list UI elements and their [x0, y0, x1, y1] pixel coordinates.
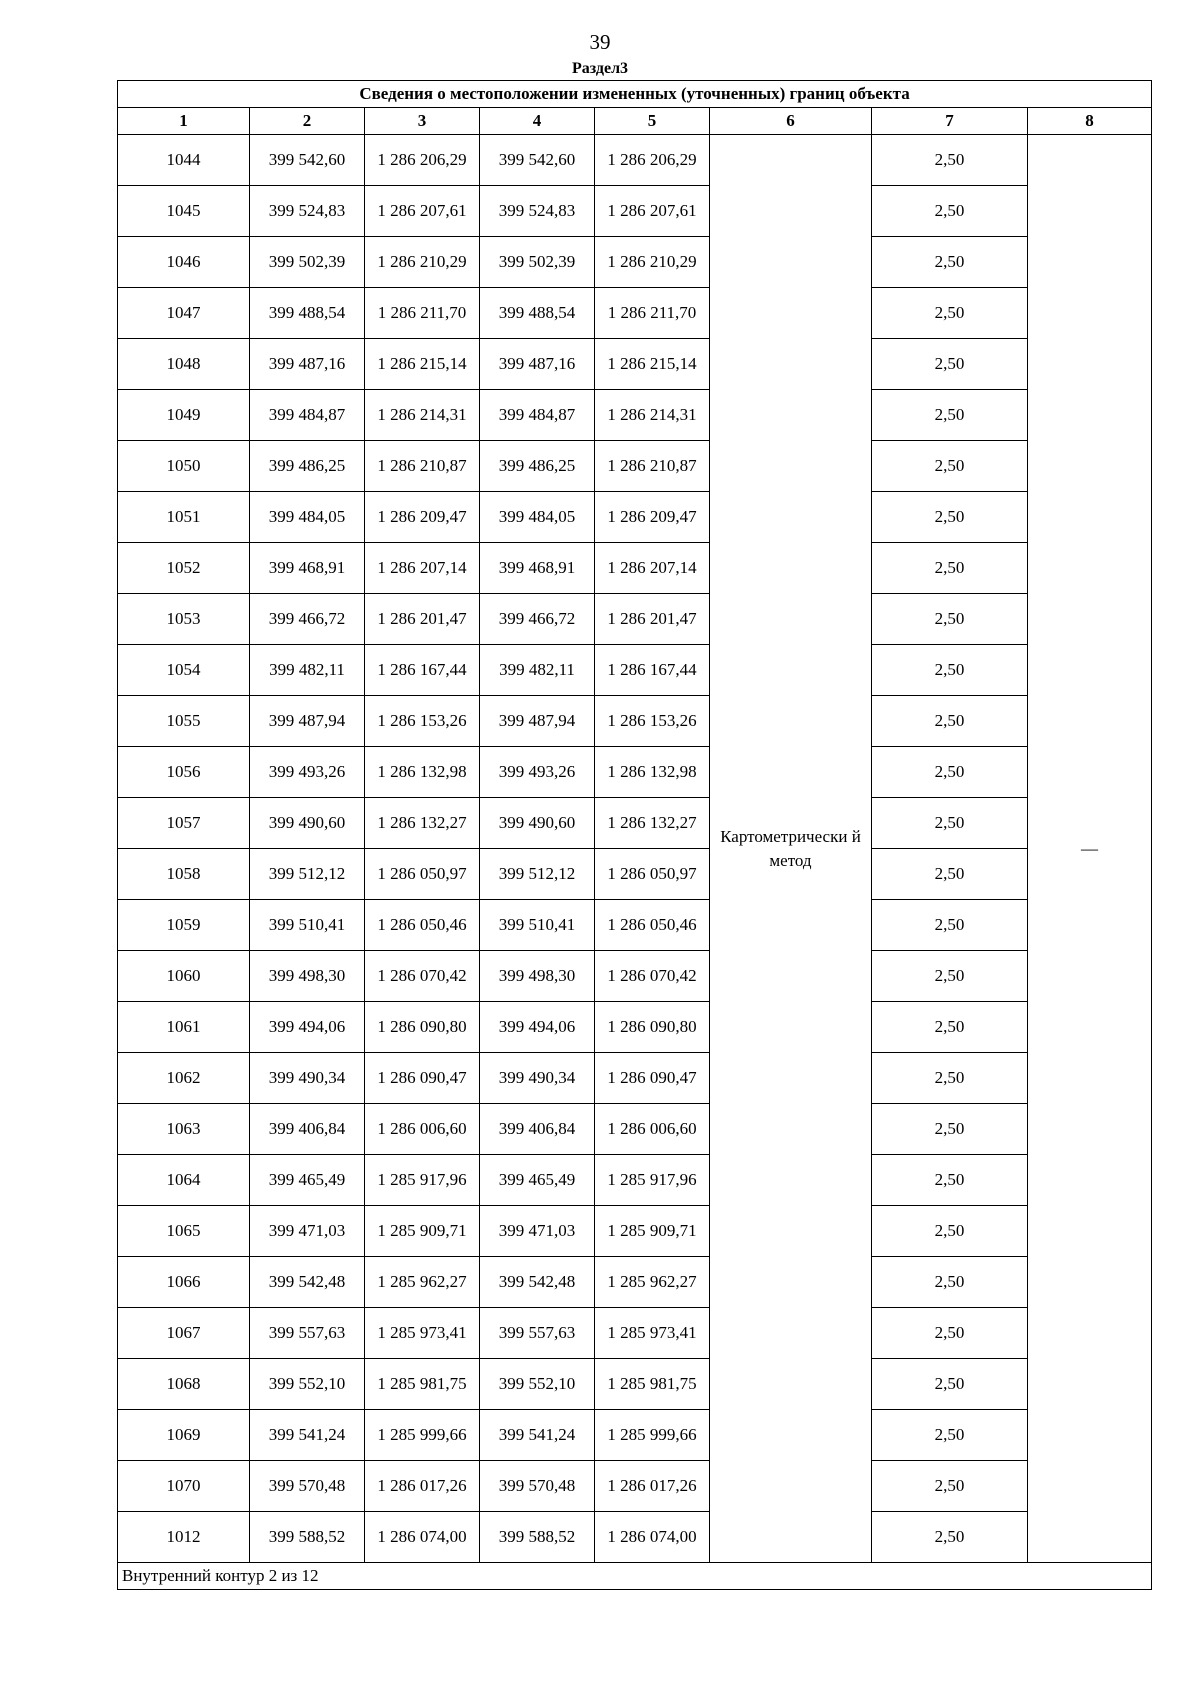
y-old-cell: 1 285 962,27 — [365, 1257, 480, 1308]
x-old-cell: 399 510,41 — [250, 900, 365, 951]
table-row — [118, 1257, 1152, 1308]
table-row — [118, 1410, 1152, 1461]
page-number: 39 — [589, 30, 611, 54]
column-number-row — [118, 108, 1152, 135]
y-old-cell: 1 286 206,29 — [365, 135, 480, 186]
x-new-cell: 399 542,60 — [480, 135, 595, 186]
y-new-cell: 1 286 214,31 — [595, 390, 710, 441]
y-new-cell: 1 286 132,27 — [595, 798, 710, 849]
x-new-cell: 399 570,48 — [480, 1461, 595, 1512]
table-row — [118, 1002, 1152, 1053]
table-row — [118, 1512, 1152, 1563]
x-old-cell: 399 542,60 — [250, 135, 365, 186]
table-row — [118, 1308, 1152, 1359]
x-old-cell: 399 524,83 — [250, 186, 365, 237]
y-old-cell: 1 286 006,60 — [365, 1104, 480, 1155]
x-old-cell: 399 588,52 — [250, 1512, 365, 1563]
accuracy-cell: 2,50 — [872, 1257, 1028, 1308]
y-old-cell: 1 286 090,80 — [365, 1002, 480, 1053]
y-old-cell: 1 286 210,87 — [365, 441, 480, 492]
table-row — [118, 900, 1152, 951]
table-row — [118, 951, 1152, 1002]
table-row — [118, 390, 1152, 441]
x-old-cell: 399 490,34 — [250, 1053, 365, 1104]
column-number: 1 — [118, 108, 250, 135]
x-old-cell: 399 502,39 — [250, 237, 365, 288]
y-old-cell: 1 286 090,47 — [365, 1053, 480, 1104]
table-row — [118, 543, 1152, 594]
y-new-cell: 1 285 962,27 — [595, 1257, 710, 1308]
point-number-cell: 1066 — [118, 1257, 250, 1308]
table-row — [118, 237, 1152, 288]
x-new-cell: 399 498,30 — [480, 951, 595, 1002]
x-old-cell: 399 465,49 — [250, 1155, 365, 1206]
point-number-cell: 1049 — [118, 390, 250, 441]
table-row — [118, 696, 1152, 747]
column8-dash-cell: — — [1028, 135, 1152, 1563]
x-new-cell: 399 406,84 — [480, 1104, 595, 1155]
x-new-cell: 399 471,03 — [480, 1206, 595, 1257]
x-new-cell: 399 524,83 — [480, 186, 595, 237]
x-old-cell: 399 512,12 — [250, 849, 365, 900]
y-new-cell: 1 286 210,29 — [595, 237, 710, 288]
x-old-cell: 399 557,63 — [250, 1308, 365, 1359]
x-old-cell: 399 494,06 — [250, 1002, 365, 1053]
x-new-cell: 399 490,60 — [480, 798, 595, 849]
accuracy-cell: 2,50 — [872, 1002, 1028, 1053]
point-number-cell: 1046 — [118, 237, 250, 288]
point-number-cell: 1057 — [118, 798, 250, 849]
x-new-cell: 399 512,12 — [480, 849, 595, 900]
x-old-cell: 399 542,48 — [250, 1257, 365, 1308]
y-old-cell: 1 286 210,29 — [365, 237, 480, 288]
x-old-cell: 399 488,54 — [250, 288, 365, 339]
y-new-cell: 1 286 017,26 — [595, 1461, 710, 1512]
accuracy-cell: 2,50 — [872, 1359, 1028, 1410]
accuracy-cell: 2,50 — [872, 135, 1028, 186]
y-old-cell: 1 286 017,26 — [365, 1461, 480, 1512]
x-new-cell: 399 465,49 — [480, 1155, 595, 1206]
accuracy-cell: 2,50 — [872, 1206, 1028, 1257]
x-old-cell: 399 468,91 — [250, 543, 365, 594]
point-number-cell: 1053 — [118, 594, 250, 645]
x-new-cell: 399 490,34 — [480, 1053, 595, 1104]
accuracy-cell: 2,50 — [872, 696, 1028, 747]
accuracy-cell: 2,50 — [872, 798, 1028, 849]
y-new-cell: 1 286 209,47 — [595, 492, 710, 543]
accuracy-cell: 2,50 — [872, 900, 1028, 951]
point-number-cell: 1069 — [118, 1410, 250, 1461]
y-old-cell: 1 286 207,61 — [365, 186, 480, 237]
y-new-cell: 1 285 909,71 — [595, 1206, 710, 1257]
point-number-cell: 1058 — [118, 849, 250, 900]
y-old-cell: 1 286 214,31 — [365, 390, 480, 441]
column-number: 7 — [872, 108, 1028, 135]
x-old-cell: 399 486,25 — [250, 441, 365, 492]
x-new-cell: 399 486,25 — [480, 441, 595, 492]
x-old-cell: 399 552,10 — [250, 1359, 365, 1410]
x-new-cell: 399 557,63 — [480, 1308, 595, 1359]
accuracy-cell: 2,50 — [872, 288, 1028, 339]
accuracy-cell: 2,50 — [872, 543, 1028, 594]
point-number-cell: 1055 — [118, 696, 250, 747]
table-row — [118, 1053, 1152, 1104]
y-new-cell: 1 286 210,87 — [595, 441, 710, 492]
table-row — [118, 747, 1152, 798]
y-new-cell: 1 285 981,75 — [595, 1359, 710, 1410]
x-old-cell: 399 498,30 — [250, 951, 365, 1002]
y-old-cell: 1 286 201,47 — [365, 594, 480, 645]
x-new-cell: 399 468,91 — [480, 543, 595, 594]
point-number-cell: 1050 — [118, 441, 250, 492]
table-row — [118, 645, 1152, 696]
accuracy-cell: 2,50 — [872, 390, 1028, 441]
y-new-cell: 1 286 201,47 — [595, 594, 710, 645]
accuracy-cell: 2,50 — [872, 186, 1028, 237]
y-old-cell: 1 286 215,14 — [365, 339, 480, 390]
method-cell: Картометрически й метод — [710, 135, 872, 1563]
x-old-cell: 399 487,16 — [250, 339, 365, 390]
x-new-cell: 399 552,10 — [480, 1359, 595, 1410]
point-number-cell: 1056 — [118, 747, 250, 798]
point-number-cell: 1065 — [118, 1206, 250, 1257]
x-old-cell: 399 484,87 — [250, 390, 365, 441]
accuracy-cell: 2,50 — [872, 645, 1028, 696]
table-row — [118, 1155, 1152, 1206]
x-new-cell: 399 487,16 — [480, 339, 595, 390]
y-old-cell: 1 286 050,46 — [365, 900, 480, 951]
point-number-cell: 1061 — [118, 1002, 250, 1053]
accuracy-cell: 2,50 — [872, 1308, 1028, 1359]
y-old-cell: 1 285 999,66 — [365, 1410, 480, 1461]
y-old-cell: 1 285 981,75 — [365, 1359, 480, 1410]
point-number-cell: 1068 — [118, 1359, 250, 1410]
point-number-cell: 1067 — [118, 1308, 250, 1359]
table-row — [118, 1104, 1152, 1155]
table-row — [118, 441, 1152, 492]
table-row — [118, 339, 1152, 390]
y-old-cell: 1 286 070,42 — [365, 951, 480, 1002]
y-old-cell: 1 286 207,14 — [365, 543, 480, 594]
point-number-cell: 1012 — [118, 1512, 250, 1563]
accuracy-cell: 2,50 — [872, 1155, 1028, 1206]
y-old-cell: 1 285 917,96 — [365, 1155, 480, 1206]
x-old-cell: 399 406,84 — [250, 1104, 365, 1155]
y-new-cell: 1 286 215,14 — [595, 339, 710, 390]
table-row — [118, 1461, 1152, 1512]
table-row — [118, 798, 1152, 849]
y-new-cell: 1 285 999,66 — [595, 1410, 710, 1461]
y-new-cell: 1 286 090,80 — [595, 1002, 710, 1053]
x-old-cell: 399 490,60 — [250, 798, 365, 849]
x-new-cell: 399 488,54 — [480, 288, 595, 339]
y-old-cell: 1 286 050,97 — [365, 849, 480, 900]
y-new-cell: 1 286 211,70 — [595, 288, 710, 339]
y-new-cell: 1 286 006,60 — [595, 1104, 710, 1155]
accuracy-cell: 2,50 — [872, 594, 1028, 645]
point-number-cell: 1060 — [118, 951, 250, 1002]
y-new-cell: 1 285 973,41 — [595, 1308, 710, 1359]
x-old-cell: 399 471,03 — [250, 1206, 365, 1257]
y-new-cell: 1 286 074,00 — [595, 1512, 710, 1563]
x-new-cell: 399 482,11 — [480, 645, 595, 696]
point-number-cell: 1052 — [118, 543, 250, 594]
column-number: 4 — [480, 108, 595, 135]
point-number-cell: 1047 — [118, 288, 250, 339]
x-new-cell: 399 484,05 — [480, 492, 595, 543]
x-new-cell: 399 487,94 — [480, 696, 595, 747]
x-old-cell: 399 484,05 — [250, 492, 365, 543]
y-old-cell: 1 286 153,26 — [365, 696, 480, 747]
y-new-cell: 1 285 917,96 — [595, 1155, 710, 1206]
column-number: 6 — [710, 108, 872, 135]
x-new-cell: 399 494,06 — [480, 1002, 595, 1053]
x-old-cell: 399 482,11 — [250, 645, 365, 696]
column-number: 3 — [365, 108, 480, 135]
boundary-coordinates-table — [117, 80, 1152, 1590]
x-new-cell: 399 541,24 — [480, 1410, 595, 1461]
x-new-cell: 399 588,52 — [480, 1512, 595, 1563]
point-number-cell: 1045 — [118, 186, 250, 237]
accuracy-cell: 2,50 — [872, 237, 1028, 288]
column-number: 8 — [1028, 108, 1152, 135]
accuracy-cell: 2,50 — [872, 849, 1028, 900]
x-old-cell: 399 493,26 — [250, 747, 365, 798]
y-new-cell: 1 286 070,42 — [595, 951, 710, 1002]
point-number-cell: 1070 — [118, 1461, 250, 1512]
column-number: 2 — [250, 108, 365, 135]
accuracy-cell: 2,50 — [872, 1053, 1028, 1104]
table-row — [118, 849, 1152, 900]
y-old-cell: 1 286 132,27 — [365, 798, 480, 849]
point-number-cell: 1044 — [118, 135, 250, 186]
y-new-cell: 1 286 050,97 — [595, 849, 710, 900]
section-title: Раздел3 — [571, 60, 629, 77]
y-old-cell: 1 286 167,44 — [365, 645, 480, 696]
table-body — [118, 135, 1152, 1563]
column-number: 5 — [595, 108, 710, 135]
x-new-cell: 399 502,39 — [480, 237, 595, 288]
table-title: Сведения о местоположении измененных (уточненных) границ объекта — [118, 81, 1152, 108]
point-number-cell: 1064 — [118, 1155, 250, 1206]
x-new-cell: 399 466,72 — [480, 594, 595, 645]
x-new-cell: 399 542,48 — [480, 1257, 595, 1308]
contour-footer: Внутренний контур 2 из 12 — [118, 1563, 1152, 1590]
y-new-cell: 1 286 050,46 — [595, 900, 710, 951]
y-new-cell: 1 286 207,61 — [595, 186, 710, 237]
table-row — [118, 1206, 1152, 1257]
accuracy-cell: 2,50 — [872, 1104, 1028, 1155]
y-new-cell: 1 286 167,44 — [595, 645, 710, 696]
accuracy-cell: 2,50 — [872, 492, 1028, 543]
y-new-cell: 1 286 153,26 — [595, 696, 710, 747]
y-new-cell: 1 286 206,29 — [595, 135, 710, 186]
y-new-cell: 1 286 132,98 — [595, 747, 710, 798]
accuracy-cell: 2,50 — [872, 339, 1028, 390]
y-new-cell: 1 286 207,14 — [595, 543, 710, 594]
y-old-cell: 1 285 909,71 — [365, 1206, 480, 1257]
accuracy-cell: 2,50 — [872, 747, 1028, 798]
table-row — [118, 288, 1152, 339]
x-new-cell: 399 484,87 — [480, 390, 595, 441]
y-old-cell: 1 286 132,98 — [365, 747, 480, 798]
point-number-cell: 1048 — [118, 339, 250, 390]
x-old-cell: 399 541,24 — [250, 1410, 365, 1461]
point-number-cell: 1051 — [118, 492, 250, 543]
x-new-cell: 399 493,26 — [480, 747, 595, 798]
table-row — [118, 594, 1152, 645]
y-old-cell: 1 286 074,00 — [365, 1512, 480, 1563]
y-old-cell: 1 286 211,70 — [365, 288, 480, 339]
y-old-cell: 1 286 209,47 — [365, 492, 480, 543]
point-number-cell: 1063 — [118, 1104, 250, 1155]
accuracy-cell: 2,50 — [872, 441, 1028, 492]
point-number-cell: 1059 — [118, 900, 250, 951]
accuracy-cell: 2,50 — [872, 1512, 1028, 1563]
accuracy-cell: 2,50 — [872, 1461, 1028, 1512]
accuracy-cell: 2,50 — [872, 951, 1028, 1002]
x-new-cell: 399 510,41 — [480, 900, 595, 951]
table-row — [118, 492, 1152, 543]
point-number-cell: 1062 — [118, 1053, 250, 1104]
y-new-cell: 1 286 090,47 — [595, 1053, 710, 1104]
x-old-cell: 399 487,94 — [250, 696, 365, 747]
accuracy-cell: 2,50 — [872, 1410, 1028, 1461]
x-old-cell: 399 570,48 — [250, 1461, 365, 1512]
y-old-cell: 1 285 973,41 — [365, 1308, 480, 1359]
table-row — [118, 186, 1152, 237]
x-old-cell: 399 466,72 — [250, 594, 365, 645]
table-row — [118, 1359, 1152, 1410]
table-row — [118, 135, 1152, 186]
point-number-cell: 1054 — [118, 645, 250, 696]
